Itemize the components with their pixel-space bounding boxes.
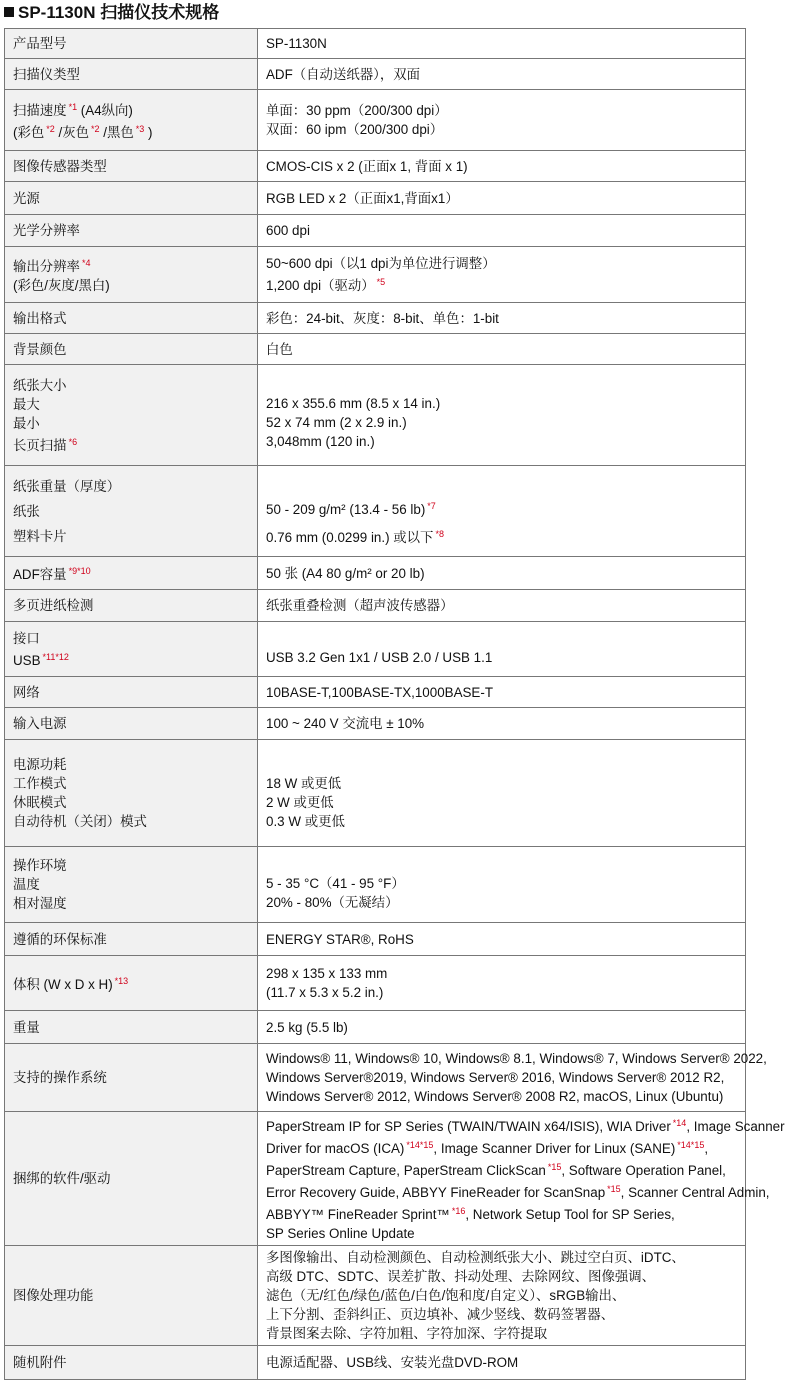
footnote-marker: *9*10 (68, 566, 91, 576)
spec-label: 产品型号 (5, 29, 258, 59)
square-bullet-icon (4, 7, 14, 17)
spec-value: 电源适配器、USB线、安装光盘DVD-ROM (258, 1346, 746, 1380)
spec-label: 支持的操作系统 (5, 1044, 258, 1112)
spec-label: ADF容量 $^{*9*10}$ (5, 557, 258, 590)
footnote-marker: *3 (135, 124, 145, 134)
footnote-marker: *15 (547, 1162, 562, 1172)
spec-row (5, 466, 746, 557)
spec-row (5, 557, 746, 590)
spec-row (5, 1044, 746, 1112)
spec-label: 网络 (5, 677, 258, 708)
spec-row (5, 29, 746, 59)
footnote-marker: *11*12 (42, 651, 69, 662)
spec-value: 216 x 355.6 mm (8.5 x 14 in.) 52 x 74 mm (2 x 2.9 in.) 3,048mm (120 in.) (258, 365, 746, 466)
spec-label: 光源 (5, 182, 258, 215)
spec-value: 50~600 dpi（以1 dpi为单位进行调整） 1,200 dpi（驱动） $^{*5}$ (258, 247, 746, 303)
spec-label: 输出分辨率 $^{*4}$ (彩色/灰度/黑白) (5, 247, 258, 303)
spec-row (5, 247, 746, 303)
spec-value: CMOS-CIS x 2 (正面x 1, 背面 x 1) (258, 151, 746, 182)
spec-label: 捆绑的软件/驱动 (5, 1112, 258, 1246)
spec-row (5, 1112, 746, 1246)
footnote-marker: *16 (451, 1206, 466, 1216)
spec-label: 光学分辨率 (5, 215, 258, 247)
spec-value: 2.5 kg (5.5 lb) (258, 1011, 746, 1044)
footnote-marker: *4 (81, 258, 91, 268)
spec-row (5, 1246, 746, 1346)
footnote-marker: *8 (435, 529, 444, 539)
page-title (4, 1, 219, 27)
spec-value: 50 - 209 g/m² (13.4 - 56 lb) $^{*7}$ 0.76 mm (0.0299 in.) 或以下 $^{*8}$ (258, 466, 746, 557)
footnote-marker: *13 (114, 976, 129, 986)
spec-row (5, 740, 746, 847)
spec-label: 纸张重量（厚度） 纸张 塑料卡片 (5, 466, 258, 557)
spec-row (5, 182, 746, 215)
spec-row (5, 365, 746, 466)
footnote-marker: *1 (68, 102, 78, 112)
spec-value: 白色 (258, 334, 746, 365)
spec-label: 体积 (W x D x H) $^{*13}$ (5, 956, 258, 1011)
spec-label: 扫描速度 $^{*1}$ (A4纵向) (彩色 $^{*2}$ /灰色 $^{*2}$ /黑色 $^{*3}$ ) (5, 90, 258, 151)
spec-label: 随机附件 (5, 1346, 258, 1380)
spec-value: ADF（自动送纸器），双面 (258, 59, 746, 90)
spec-row (5, 59, 746, 90)
spec-label: 输入电源 (5, 708, 258, 740)
footnote-marker: *2 (46, 124, 55, 134)
spec-value: RGB LED x 2（正面x1,背面x1） (258, 182, 746, 215)
spec-table (4, 28, 785, 1380)
spec-label: 遵循的环保标准 (5, 923, 258, 956)
spec-label: 图像处理功能 (5, 1246, 258, 1346)
spec-row (5, 151, 746, 182)
footnote-marker: *14*15 (406, 1140, 434, 1150)
footnote-marker: *15 (607, 1184, 621, 1194)
spec-value: ENERGY STAR®, RoHS (258, 923, 746, 956)
spec-row (5, 622, 746, 677)
spec-value: PaperStream IP for SP Series (TWAIN/TWAIN x64/ISIS), WIA Driver $^{*14}$, Image Scanner Driver for macOS (ICA) $^{*14*15}$, Image Scanner Driver for Linux (SANE) $^{*14*15}$, PaperStream Capture, PaperStream ClickScan $^{*15}$, Software Operation Panel, Error Recovery Guide, ABBYY FineReader for ScanSnap $^{*15}$, Scanner Central Admin, ABBYY™ FineReader Sprint™ $^{*16}$, Network Setup Tool for SP Series, SP Series Online Update (258, 1112, 746, 1246)
footnote-marker: *14*15 (677, 1140, 705, 1150)
spec-row (5, 847, 746, 923)
spec-row (5, 334, 746, 365)
spec-label: 操作环境 温度 相对湿度 (5, 847, 258, 923)
spec-label: 多页进纸检测 (5, 590, 258, 622)
spec-value: 纸张重叠检测（超声波传感器） (258, 590, 746, 622)
page-title-text: SP-1130N 扫描仪技术规格 (18, 3, 220, 22)
spec-value: Windows® 11, Windows® 10, Windows® 8.1, Windows® 7, Windows Server® 2022, Windows Server®2019, Windows Server® 2016, Windows Server® 2012 R2, Windows Server® 2012, Windows Server® 2008 R2, macOS, Linux (Ubuntu) (258, 1044, 746, 1112)
spec-row (5, 956, 746, 1011)
spec-row (5, 1346, 746, 1380)
spec-label: 图像传感器类型 (5, 151, 258, 182)
spec-row (5, 923, 746, 956)
spec-value: 彩色：24-bit、灰度：8-bit、单色：1-bit (258, 303, 746, 334)
footnote-marker: *6 (68, 436, 78, 447)
spec-row (5, 303, 746, 334)
spec-row (5, 677, 746, 708)
spec-row (5, 90, 746, 151)
spec-value: 10BASE-T,100BASE-TX,1000BASE-T (258, 677, 746, 708)
spec-row (5, 590, 746, 622)
spec-label: 纸张大小 最大 最小 长页扫描 $^{*6}$ (5, 365, 258, 466)
spec-row (5, 1011, 746, 1044)
spec-value: USB 3.2 Gen 1x1 / USB 2.0 / USB 1.1 (258, 622, 746, 677)
spec-value: 多图像输出、自动检测颜色、自动检测纸张大小、跳过空白页、iDTC、 高级 DTC、SDTC、误差扩散、抖动处理、去除网纹、图像强调、 滤色（无/红色/绿色/蓝色/白色/饱和度/自定义）、sRGB输出、 上下分割、歪斜纠正、页边填补、减少竖线、数码签署器、 背景图案去除、字符加粗、字符加深、字符提取 (258, 1246, 746, 1346)
spec-label: 输出格式 (5, 303, 258, 334)
spec-value: 单面：30 ppm（200/300 dpi） 双面：60 ipm（200/300 dpi） (258, 90, 746, 151)
spec-value: 5 - 35 °C（41 - 95 °F） 20% - 80%（无凝结） (258, 847, 746, 923)
spec-label: 电源功耗 工作模式 休眠模式 自动待机（关闭）模式 (5, 740, 258, 847)
spec-value: 100 ~ 240 V 交流电 ± 10% (258, 708, 746, 740)
spec-row (5, 708, 746, 740)
spec-value: SP-1130N (258, 29, 746, 59)
spec-value: 298 x 135 x 133 mm (11.7 x 5.3 x 5.2 in.) (258, 956, 746, 1011)
spec-row (5, 215, 746, 247)
footnote-marker: *14 (672, 1118, 687, 1128)
spec-label: 背景颜色 (5, 334, 258, 365)
footnote-marker: *2 (91, 124, 100, 134)
spec-label: 重量 (5, 1011, 258, 1044)
spec-value: 18 W 或更低 2 W 或更低 0.3 W 或更低 (258, 740, 746, 847)
spec-label: 接口 USB $^{*11*12}$ (5, 622, 258, 677)
spec-label: 扫描仪类型 (5, 59, 258, 90)
footnote-marker: *5 (376, 277, 386, 287)
footnote-marker: *7 (427, 501, 436, 511)
spec-value: 50 张 (A4 80 g/m² or 20 lb) (258, 557, 746, 590)
spec-value: 600 dpi (258, 215, 746, 247)
